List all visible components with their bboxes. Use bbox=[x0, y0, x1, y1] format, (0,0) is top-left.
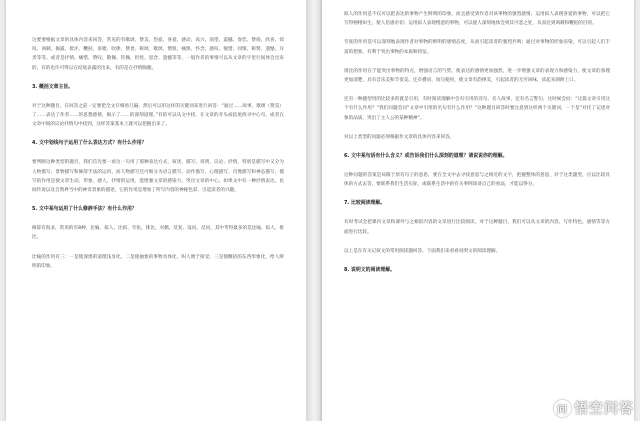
body-paragraph: 要判断这种类型的题目，我们首先要一看这一句用了那种表达方式，叙述、描写、说明、议论、抒情，特别是描写中又分为人物描写、景物描写和修辞手法的运用，而人物描写还可细分为语言描写、动作描写、心理描写、肖像描写和神态描写，描写的作用是使文章生动、形象、感人、抒情的运用，能增强文章的感染力，突出文章的中心。如果文中有一种抒情表达，民间传说以及自然界当中的神奇景象的描述，它的作用是增加了所写内容的神秘色彩，引起读者的兴趣。 bbox=[32, 160, 284, 194]
body-paragraph: 拟人的作用是不仅可以把表达的事物产生鲜明的印象，而且感受到作者对该事物的强烈感情。运用拟人表现喜爱的事物，可以把它写得栩栩如生，使人倍感亲切；运用拟人表现憎恶的事物，可以使人深刻地体会到其可恶之处，从而达到讽刺和鞭挞的目的。 bbox=[344, 12, 610, 27]
section-heading: 4. 文中划线句子运用了什么表达方式？有什么作用？ bbox=[32, 140, 147, 147]
right-document-page bbox=[322, 0, 634, 421]
left-page-content bbox=[32, 36, 284, 281]
body-paragraph: 排比的作用在于能突出事物的特点，增强语言的气势，使表达的感情更加强烈，进一步增强文章的表现力和感染力，使文章的条理更加清楚，具有音乐美和节奏美。还有叠词、短句使用，使文章有韵律美，引起读者的无穷回味，读起来朗朗上口。 bbox=[344, 68, 610, 84]
body-paragraph: 夸张的作用是可以深刻地表现作者对事物的鲜明的感情态度，从而引起读者的强烈共鸣；通过对事物的形象渲染，可以引起人们丰富的想象，有利于突出事物的本质和特征。 bbox=[344, 40, 610, 55]
body-paragraph: 对于这种题目，在回答之前一定要把全文仔细看几遍，然后可以用这样的关键词来进行回答：“通过……故事，歌颂（赞美）了……表达了作者……的思想感情，揭示了……的深刻道理。”有的可以从文中找，在文章的开头或结尾找寻中心句，或者在文章中间的议论抒情句中找到，这样答案基本上就可以把握出来了。 bbox=[32, 103, 284, 128]
body-paragraph: 有时考试会把课内文章和课外与之相似内容的文章进行比较阅读，对于这种题目，我们可以从文章的内容、写作特色、感情等等方面进行比较。 bbox=[344, 220, 610, 235]
body-paragraph: 这种问题的答案是局限于原有句子的意思，要在全文中去寻找意思与之相近的文字，把握整体的意思，对于这类题型，应以比较具体的方式去答，要联系我们生活实际，或联系生活中的有关事例谈谈自己的看法，才能以得分。 bbox=[344, 173, 610, 188]
body-paragraph: 这要要根据文章的具体内容来回答，常见的有歌颂、赞美、热爱、喜爱、感动、高兴、渴望、震撼、眷恋、赞扬、欣喜、惊叹、讽刺、揭露、批评、鞭挞、讴歌、吹捧、赞誉、称颂、歌颂、憎恨、痛恨、怀念、感叹、惋惜、同情、称赞、遗憾、斥责等等。或者是抒情、痛惜、赞叹、敬佩、钦佩、担忧、思念、遗憾等等，一般作者的事情可以从文章的字里行间体会出来的，有的也许可得以在结尾表露的出来，有的是在抒情胸臆。 bbox=[32, 38, 284, 71]
wukong-wenda-watermark bbox=[554, 398, 634, 418]
body-paragraph: 比喻的作用有三：一是使深奥的道理浅显化，二是使抽象的事物具体化，叫人便于接受；三是使概括的东西形象化，给人鲜明的印象。 bbox=[32, 254, 284, 269]
section-heading: 8. 说明文的阅读理解。 bbox=[344, 267, 395, 274]
body-paragraph: 以上是在有关记叙文的常用阅读题回答，下面我们来看看说明文的阅读理解。 bbox=[344, 248, 501, 254]
body-paragraph: 修辞有很多，常用的有8种，比喻、拟人、比拟、夸张、排比、对偶、反复、设问、反问，其中考得最多的是比喻、拟人、排比。 bbox=[32, 226, 284, 241]
right-page-content bbox=[344, 10, 610, 285]
page-gutter bbox=[306, 0, 322, 421]
section-heading: 3. 概括文章主旨。 bbox=[32, 83, 74, 90]
section-heading: 7. 比较阅读理解。 bbox=[344, 200, 386, 207]
body-paragraph: 还有一种题型用的比较多的就是引用，有时阅读理解中会有引用的诗句、名人故事，还有名言警句，这时候会问：“这篇文章引用这个有什么作用？”我们问题会问“文章中引用的名句有什么作用？”这种题目回答时要注意到这样两个关键词，一个是“对托了记述对象的品质，突出了主人公的某种精神”。 bbox=[344, 97, 610, 121]
left-document-page bbox=[6, 0, 306, 421]
body-paragraph: 对以上类型的问题必须根据作文章的具体内容来回答。 bbox=[344, 134, 455, 140]
section-heading: 5. 文中某句运用了什么修辞手法？有什么作用？ bbox=[32, 206, 137, 213]
section-heading: 6. 文中某句话有什么含义？或告诉我们什么深刻的道理？请说说你的理解。 bbox=[344, 153, 508, 160]
watermark-text: 悟空问答 bbox=[574, 401, 634, 417]
wukong-logo-icon: 问 bbox=[554, 400, 571, 417]
